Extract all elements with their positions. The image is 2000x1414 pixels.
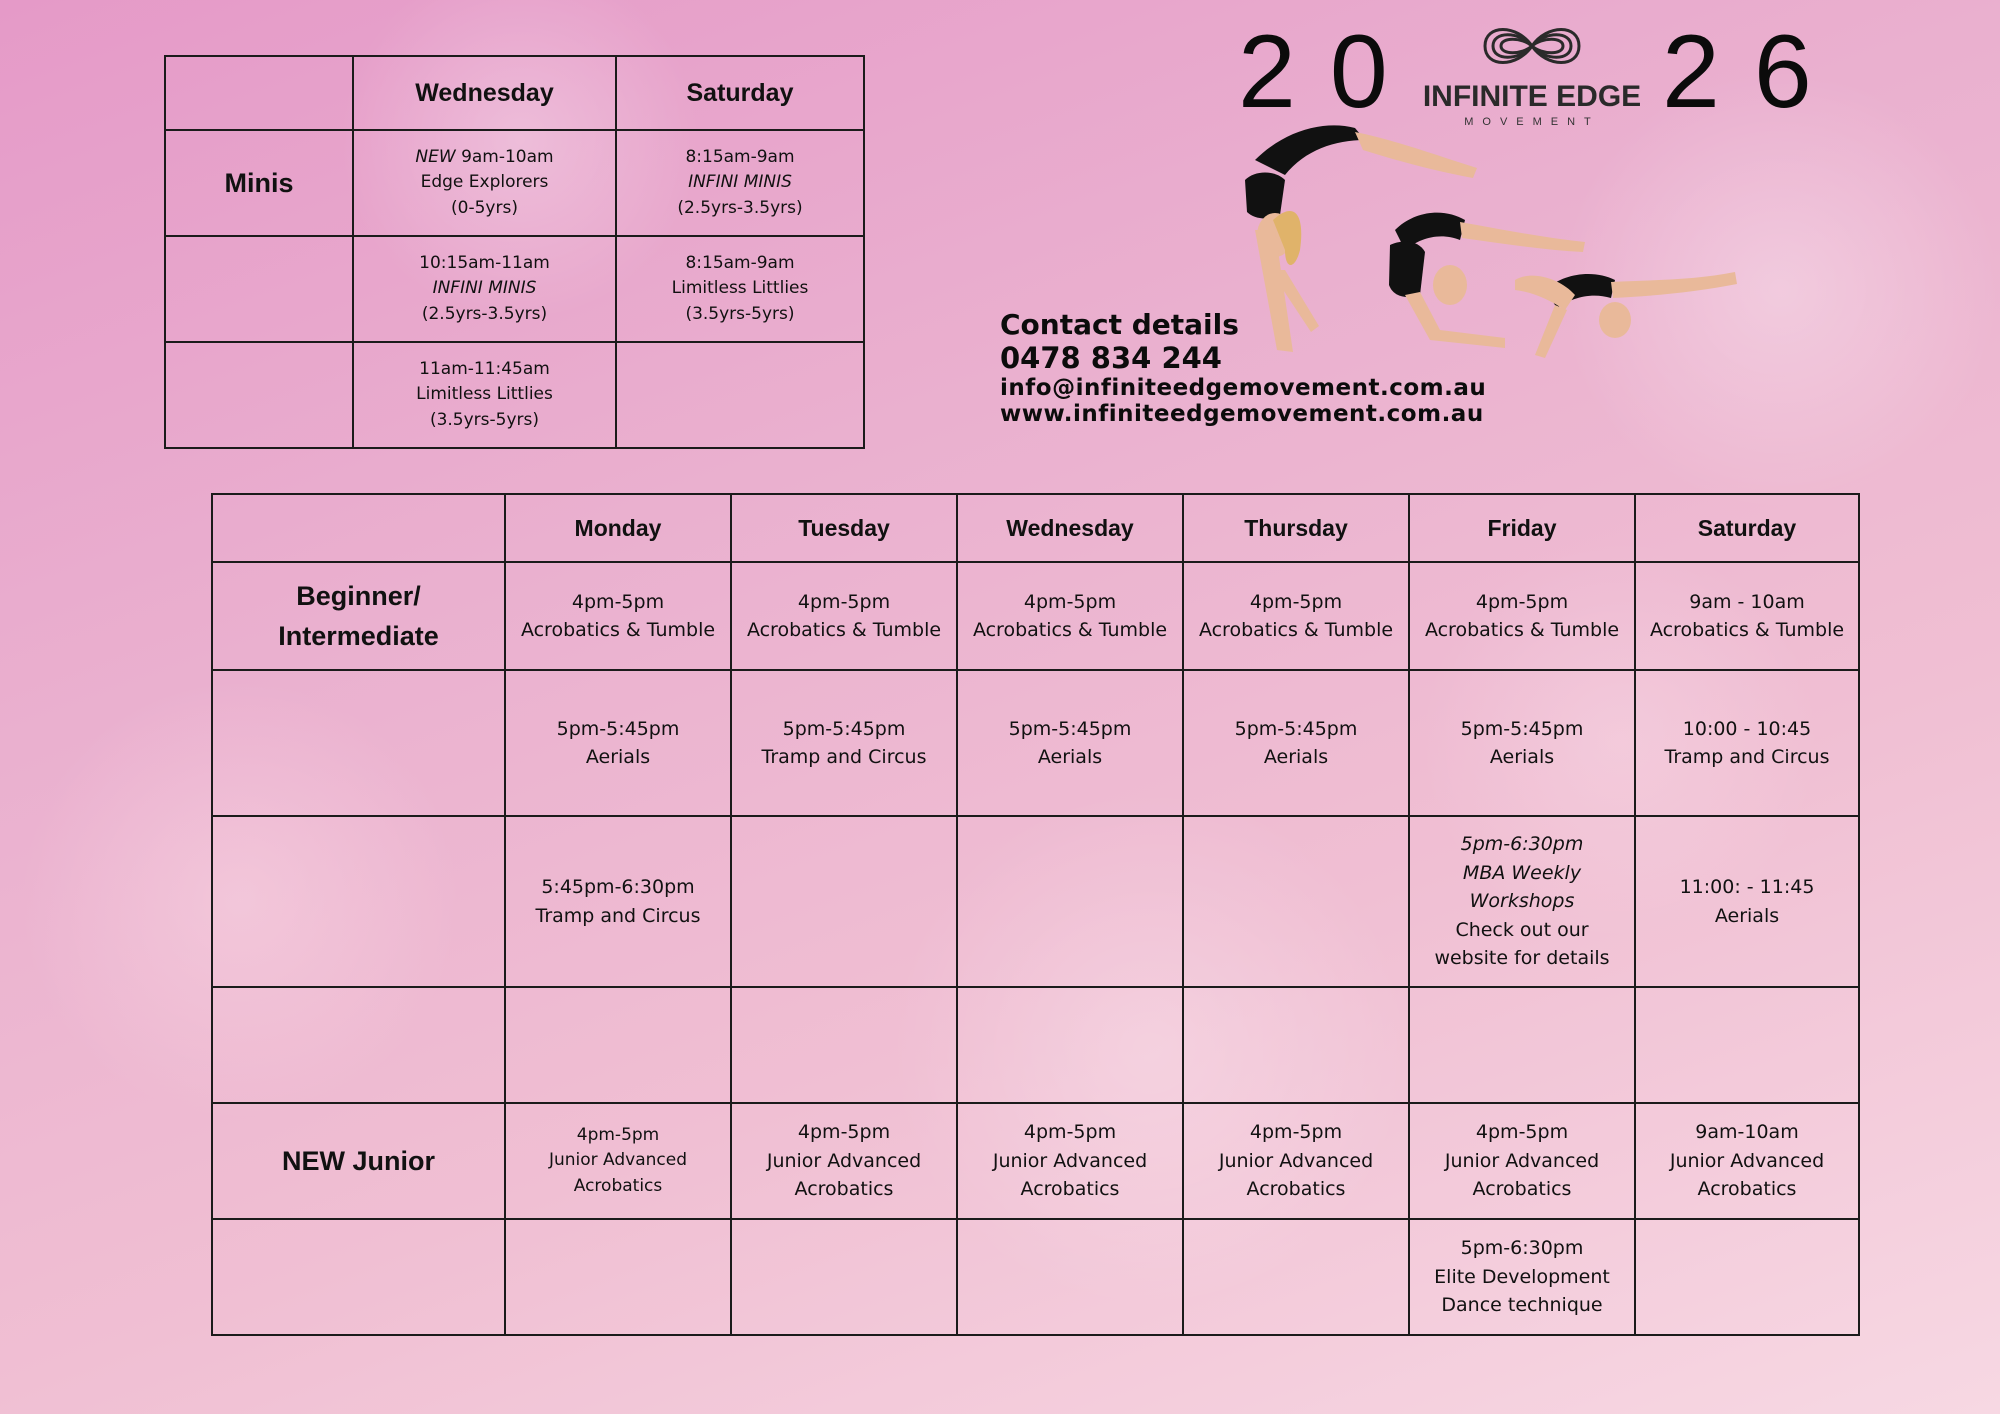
- main-schedule-table: [211, 493, 1860, 1336]
- class-name: Elite Development: [1434, 1265, 1610, 1288]
- class-name: Junior Advanced: [766, 1149, 922, 1172]
- minis-sat-class-2: [616, 236, 864, 342]
- class-name: Junior Advanced: [1669, 1149, 1825, 1172]
- minis-sat-empty: [616, 342, 864, 448]
- class-cell: [1635, 562, 1859, 670]
- class-time: 5pm-5:45pm: [1460, 717, 1584, 740]
- row-label-empty: [212, 670, 505, 816]
- minis-row-1: [165, 130, 864, 236]
- class-time: 4pm-5pm: [797, 590, 891, 613]
- class-name-cont: Dance technique: [1441, 1294, 1603, 1317]
- main-header-tuesday: Tuesday: [731, 494, 957, 562]
- beginner-row-2: [212, 670, 1859, 816]
- empty-cell: [1409, 987, 1635, 1103]
- class-cell: [1409, 1219, 1635, 1335]
- class-name-cont: Acrobatics: [573, 1175, 663, 1196]
- minis-row-label-empty: [165, 236, 353, 342]
- infinity-icon: [1477, 18, 1587, 74]
- class-name: Acrobatics & Tumble: [746, 619, 942, 641]
- class-name-cont: Acrobatics: [1472, 1178, 1572, 1201]
- class-time: 4pm-5pm: [1475, 590, 1569, 613]
- minis-header-empty: [165, 56, 353, 130]
- class-time: 4pm-5pm: [576, 1124, 660, 1145]
- main-header-empty: [212, 494, 505, 562]
- class-name: Junior Advanced: [1218, 1149, 1374, 1172]
- brand-name: INFINITE EDGE: [1422, 80, 1642, 113]
- class-name-cont: Acrobatics: [794, 1178, 894, 1201]
- class-name: Limitless Littlies: [671, 278, 809, 299]
- minis-schedule-table: [164, 55, 865, 449]
- gymnast-3: [1515, 272, 1737, 358]
- minis-wed-class-1: [353, 130, 616, 236]
- class-name-cont: Acrobatics: [1697, 1178, 1797, 1201]
- empty-cell: [1183, 987, 1409, 1103]
- class-time: 5pm-6:30pm: [1460, 833, 1584, 856]
- class-name-cont: Workshops: [1469, 890, 1575, 913]
- minis-row-label: Minis: [165, 130, 353, 236]
- minis-wed-class-2: [353, 236, 616, 342]
- class-time: 5pm-5:45pm: [782, 717, 906, 740]
- class-name: Tramp and Circus: [535, 904, 701, 927]
- main-header-monday: Monday: [505, 494, 731, 562]
- class-cell: [505, 670, 731, 816]
- class-time: 11:00: - 11:45: [1679, 876, 1815, 898]
- brand-subtitle: MOVEMENT: [1464, 116, 1600, 128]
- class-name-cont: Acrobatics: [1246, 1178, 1346, 1201]
- minis-row-2: [165, 236, 864, 342]
- class-cell: [1183, 670, 1409, 816]
- contact-block: [1000, 308, 1486, 427]
- class-age: (2.5yrs-3.5yrs): [677, 197, 803, 218]
- class-time: 5:45pm-6:30pm: [541, 876, 695, 898]
- beginner-row-1: [212, 562, 1859, 670]
- class-time: 4pm-5pm: [1249, 590, 1343, 613]
- contact-phone[interactable]: 0478 834 244: [1000, 341, 1222, 375]
- main-header-saturday: Saturday: [1635, 494, 1859, 562]
- beginner-label-line-2: Intermediate: [278, 621, 439, 651]
- class-name: INFINI MINIS: [432, 278, 537, 299]
- class-name: Tramp and Circus: [1664, 746, 1830, 768]
- minis-header-saturday: Saturday: [616, 56, 864, 130]
- class-cell: [731, 670, 957, 816]
- class-cell: [505, 562, 731, 670]
- class-cell: [505, 1103, 731, 1219]
- main-header-friday: Friday: [1409, 494, 1635, 562]
- class-time: 5pm-5:45pm: [1234, 717, 1358, 740]
- class-time: 9am - 10am: [1689, 590, 1805, 613]
- class-note: Check out our: [1455, 918, 1589, 941]
- beginner-label-line-1: Beginner/: [296, 580, 421, 611]
- class-cell: [1635, 816, 1859, 987]
- empty-cell: [1183, 816, 1409, 987]
- contact-website[interactable]: www.infiniteedgemovement.com.au: [1000, 401, 1484, 427]
- class-name: Aerials: [1489, 746, 1555, 768]
- class-time: 8:15am-9am: [685, 146, 795, 167]
- minis-header-row: [165, 56, 864, 130]
- class-age: (3.5yrs-5yrs): [685, 303, 795, 324]
- class-age: (3.5yrs-5yrs): [429, 409, 540, 430]
- class-name: Acrobatics & Tumble: [1198, 619, 1394, 641]
- class-time: 9am-10am: [461, 146, 554, 167]
- beginner-row-3: [212, 816, 1859, 987]
- row-label-empty: [212, 987, 505, 1103]
- class-name: INFINI MINIS: [688, 172, 792, 193]
- beginner-row-label: [212, 562, 505, 670]
- year-left: 20: [1238, 14, 1422, 130]
- minis-row-label-empty: [165, 342, 353, 448]
- empty-cell: [731, 816, 957, 987]
- minis-header-wednesday: Wednesday: [353, 56, 616, 130]
- class-time: 9am-10am: [1695, 1121, 1799, 1144]
- class-time: 8:15am-9am: [685, 252, 795, 273]
- class-time: 4pm-5pm: [1475, 1121, 1569, 1144]
- year-right: 26: [1662, 14, 1846, 130]
- junior-row-1: [212, 1103, 1859, 1219]
- class-name: Junior Advanced: [992, 1149, 1148, 1172]
- class-name: Junior Advanced: [548, 1150, 688, 1171]
- new-tag: NEW: [415, 146, 456, 167]
- class-cell: [1409, 1103, 1635, 1219]
- class-name: Acrobatics & Tumble: [1649, 619, 1845, 641]
- class-cell: [957, 670, 1183, 816]
- row-label-empty: [212, 816, 505, 987]
- contact-email[interactable]: info@infiniteedgemovement.com.au: [1000, 375, 1487, 401]
- class-time: 10:00 - 10:45: [1682, 717, 1812, 740]
- empty-cell: [1183, 1219, 1409, 1335]
- class-name: Tramp and Circus: [761, 746, 927, 768]
- class-time: 4pm-5pm: [797, 1121, 891, 1144]
- class-name: Acrobatics & Tumble: [1424, 619, 1620, 641]
- empty-cell: [731, 1219, 957, 1335]
- class-time: 5pm-6:30pm: [1460, 1237, 1584, 1260]
- main-header-row: [212, 494, 1859, 562]
- class-time: 11am-11:45am: [419, 358, 550, 379]
- class-cell: [731, 562, 957, 670]
- empty-cell: [957, 1219, 1183, 1335]
- class-cell: [957, 562, 1183, 670]
- class-time: 5pm-5:45pm: [1008, 717, 1132, 740]
- class-name: Limitless Littlies: [416, 384, 553, 405]
- row-label-empty: [212, 1219, 505, 1335]
- class-time: 4pm-5pm: [1023, 590, 1117, 613]
- class-cell: [1183, 562, 1409, 670]
- class-cell: [1409, 816, 1635, 987]
- class-cell: [957, 1103, 1183, 1219]
- class-note-cont: website for details: [1434, 947, 1610, 970]
- class-name: Acrobatics & Tumble: [520, 619, 716, 641]
- minis-row-3: [165, 342, 864, 448]
- class-name: MBA Weekly: [1462, 861, 1582, 884]
- class-name: Acrobatics & Tumble: [972, 619, 1168, 641]
- blank-row: [212, 987, 1859, 1103]
- empty-cell: [1635, 1219, 1859, 1335]
- class-cell: [505, 816, 731, 987]
- brand-logo: [1412, 18, 1652, 128]
- empty-cell: [731, 987, 957, 1103]
- class-cell: [1183, 1103, 1409, 1219]
- class-name-cont: Acrobatics: [1020, 1178, 1120, 1201]
- empty-cell: [957, 816, 1183, 987]
- minis-wed-class-3: [353, 342, 616, 448]
- class-name: Aerials: [1037, 746, 1103, 768]
- class-name: Aerials: [1263, 746, 1329, 768]
- empty-cell: [957, 987, 1183, 1103]
- class-time: 5pm-5:45pm: [556, 717, 680, 740]
- class-cell: [1409, 670, 1635, 816]
- class-age: (2.5yrs-3.5yrs): [421, 303, 548, 324]
- class-cell: [731, 1103, 957, 1219]
- class-name: Junior Advanced: [1444, 1149, 1600, 1172]
- minis-sat-class-1: [616, 130, 864, 236]
- class-cell: [1409, 562, 1635, 670]
- class-name: Aerials: [585, 746, 651, 768]
- class-time: 10:15am-11am: [419, 252, 550, 273]
- empty-cell: [505, 987, 731, 1103]
- class-name: Aerials: [1714, 904, 1780, 927]
- class-name: Edge Explorers: [420, 172, 549, 193]
- class-time: 4pm-5pm: [1249, 1121, 1343, 1144]
- contact-title: Contact details: [1000, 308, 1239, 341]
- class-age: (0-5yrs): [451, 197, 518, 218]
- class-time: 4pm-5pm: [571, 590, 665, 613]
- main-header-thursday: Thursday: [1183, 494, 1409, 562]
- class-cell: [1635, 670, 1859, 816]
- empty-cell: [1635, 987, 1859, 1103]
- empty-cell: [505, 1219, 731, 1335]
- main-header-wednesday: Wednesday: [957, 494, 1183, 562]
- class-cell: [1635, 1103, 1859, 1219]
- junior-row-label: NEW Junior: [212, 1103, 505, 1219]
- junior-row-2: [212, 1219, 1859, 1335]
- class-time: 4pm-5pm: [1023, 1121, 1117, 1144]
